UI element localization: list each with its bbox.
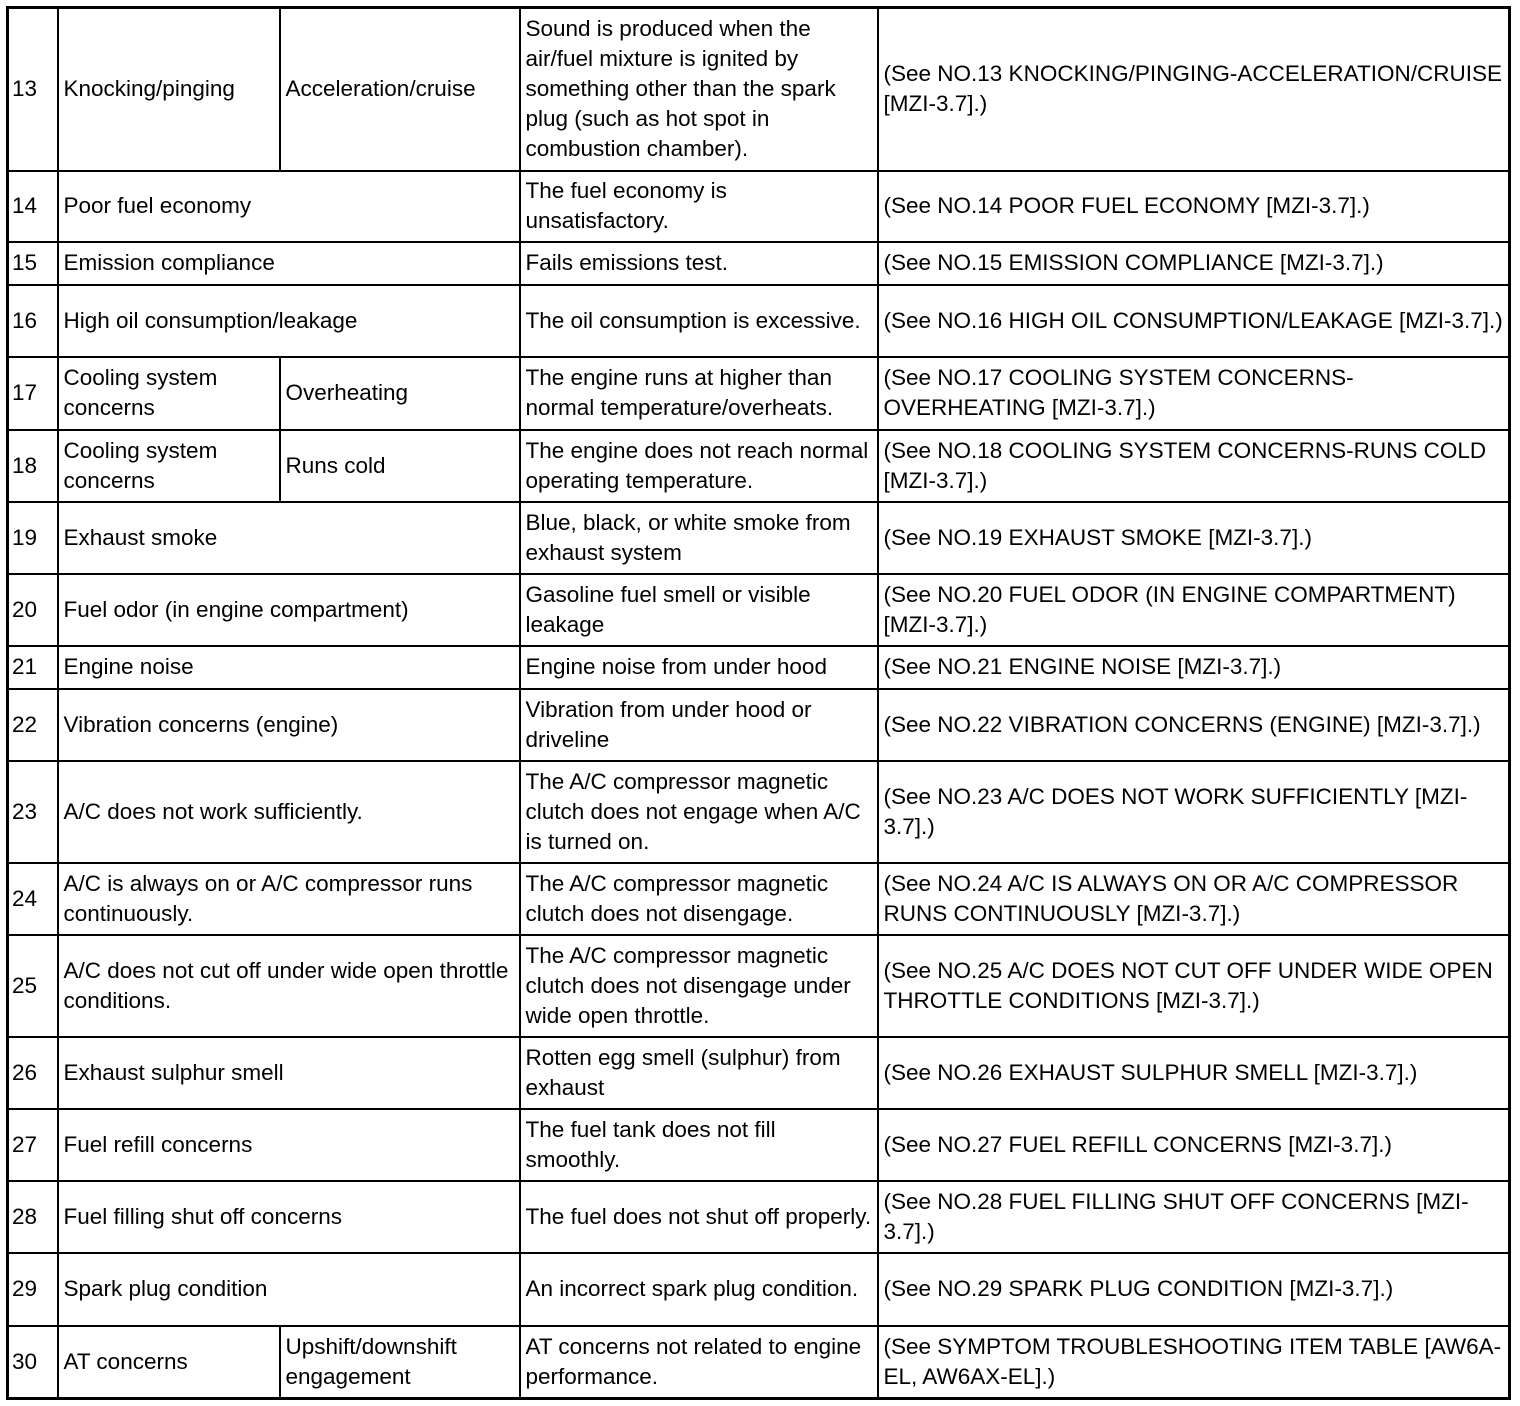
action-reference-cell: (See NO.27 FUEL REFILL CONCERNS [MZI-3.7].) <box>878 1109 1510 1181</box>
row-number: 23 <box>8 761 58 863</box>
action-reference-cell: (See NO.24 A/C IS ALWAYS ON OR A/C COMPRESSOR RUNS CONTINUOUSLY [MZI-3.7].) <box>878 863 1510 935</box>
description-cell: The A/C compressor magnetic clutch does not disengage under wide open throttle. <box>520 935 878 1037</box>
symptom-cell: Cooling system concerns <box>58 357 280 430</box>
table-row <box>8 689 1510 761</box>
table-row <box>8 285 1510 357</box>
action-reference-cell: (See NO.15 EMISSION COMPLIANCE [MZI-3.7].) <box>878 242 1510 285</box>
row-number: 25 <box>8 935 58 1037</box>
action-reference-cell: (See NO.28 FUEL FILLING SHUT OFF CONCERNS [MZI-3.7].) <box>878 1181 1510 1253</box>
row-number: 15 <box>8 242 58 285</box>
action-reference-cell: (See NO.20 FUEL ODOR (IN ENGINE COMPARTMENT) [MZI-3.7].) <box>878 574 1510 646</box>
description-cell: Blue, black, or white smoke from exhaust system <box>520 502 878 574</box>
table-row <box>8 1037 1510 1109</box>
description-cell: The fuel tank does not fill smoothly. <box>520 1109 878 1181</box>
action-reference-cell: (See NO.22 VIBRATION CONCERNS (ENGINE) [MZI-3.7].) <box>878 689 1510 761</box>
action-reference-cell: (See NO.21 ENGINE NOISE [MZI-3.7].) <box>878 646 1510 689</box>
symptom-cell: A/C is always on or A/C compressor runs continuously. <box>58 863 520 935</box>
action-reference-cell: (See NO.25 A/C DOES NOT CUT OFF UNDER WIDE OPEN THROTTLE CONDITIONS [MZI-3.7].) <box>878 935 1510 1037</box>
table-row <box>8 935 1510 1037</box>
table-row <box>8 1253 1510 1326</box>
table-row <box>8 1181 1510 1253</box>
description-cell: The A/C compressor magnetic clutch does not engage when A/C is turned on. <box>520 761 878 863</box>
row-number: 22 <box>8 689 58 761</box>
symptom-cell: A/C does not work sufficiently. <box>58 761 520 863</box>
description-cell: The fuel economy is unsatisfactory. <box>520 171 878 242</box>
table-row <box>8 1109 1510 1181</box>
symptom-troubleshooting-table <box>6 6 1511 1400</box>
symptom-cell: Poor fuel economy <box>58 171 520 242</box>
table-row <box>8 863 1510 935</box>
description-cell: The fuel does not shut off properly. <box>520 1181 878 1253</box>
row-number: 30 <box>8 1326 58 1399</box>
symptom-cell: High oil consumption/leakage <box>58 285 520 357</box>
action-reference-cell: (See NO.18 COOLING SYSTEM CONCERNS-RUNS COLD [MZI-3.7].) <box>878 430 1510 502</box>
symptom-cell: Exhaust sulphur smell <box>58 1037 520 1109</box>
table-row <box>8 502 1510 574</box>
row-number: 14 <box>8 171 58 242</box>
action-reference-cell: (See NO.29 SPARK PLUG CONDITION [MZI-3.7].) <box>878 1253 1510 1326</box>
symptom-cell: A/C does not cut off under wide open throttle conditions. <box>58 935 520 1037</box>
row-number: 27 <box>8 1109 58 1181</box>
description-cell: An incorrect spark plug condition. <box>520 1253 878 1326</box>
action-reference-cell: (See NO.16 HIGH OIL CONSUMPTION/LEAKAGE [MZI-3.7].) <box>878 285 1510 357</box>
row-number: 13 <box>8 8 58 171</box>
condition-cell: Upshift/downshift engagement <box>280 1326 520 1399</box>
table-row <box>8 1326 1510 1399</box>
row-number: 20 <box>8 574 58 646</box>
condition-cell: Acceleration/cruise <box>280 8 520 171</box>
row-number: 26 <box>8 1037 58 1109</box>
symptom-cell: Engine noise <box>58 646 520 689</box>
symptom-cell: Fuel odor (in engine compartment) <box>58 574 520 646</box>
action-reference-cell: (See NO.19 EXHAUST SMOKE [MZI-3.7].) <box>878 502 1510 574</box>
row-number: 24 <box>8 863 58 935</box>
description-cell: Vibration from under hood or driveline <box>520 689 878 761</box>
description-cell: Sound is produced when the air/fuel mixture is ignited by something other than the spark plug (such as hot spot in combustion chamber). <box>520 8 878 171</box>
description-cell: The oil consumption is excessive. <box>520 285 878 357</box>
symptom-cell: Spark plug condition <box>58 1253 520 1326</box>
row-number: 17 <box>8 357 58 430</box>
row-number: 28 <box>8 1181 58 1253</box>
symptom-cell: Fuel refill concerns <box>58 1109 520 1181</box>
action-reference-cell: (See NO.23 A/C DOES NOT WORK SUFFICIENTLY [MZI-3.7].) <box>878 761 1510 863</box>
table-row <box>8 574 1510 646</box>
action-reference-cell: (See NO.17 COOLING SYSTEM CONCERNS-OVERHEATING [MZI-3.7].) <box>878 357 1510 430</box>
table-row <box>8 430 1510 502</box>
table-row <box>8 646 1510 689</box>
description-cell: Fails emissions test. <box>520 242 878 285</box>
description-cell: Rotten egg smell (sulphur) from exhaust <box>520 1037 878 1109</box>
row-number: 29 <box>8 1253 58 1326</box>
symptom-cell: Exhaust smoke <box>58 502 520 574</box>
row-number: 19 <box>8 502 58 574</box>
description-cell: The A/C compressor magnetic clutch does not disengage. <box>520 863 878 935</box>
symptom-cell: AT concerns <box>58 1326 280 1399</box>
action-reference-cell: (See NO.14 POOR FUEL ECONOMY [MZI-3.7].) <box>878 171 1510 242</box>
table-row <box>8 357 1510 430</box>
action-reference-cell: (See SYMPTOM TROUBLESHOOTING ITEM TABLE [AW6A-EL, AW6AX-EL].) <box>878 1326 1510 1399</box>
action-reference-cell: (See NO.26 EXHAUST SULPHUR SMELL [MZI-3.7].) <box>878 1037 1510 1109</box>
condition-cell: Overheating <box>280 357 520 430</box>
symptom-cell: Knocking/pinging <box>58 8 280 171</box>
table-row <box>8 761 1510 863</box>
symptom-cell: Fuel filling shut off concerns <box>58 1181 520 1253</box>
row-number: 18 <box>8 430 58 502</box>
description-cell: Engine noise from under hood <box>520 646 878 689</box>
table-row <box>8 242 1510 285</box>
row-number: 21 <box>8 646 58 689</box>
description-cell: The engine does not reach normal operating temperature. <box>520 430 878 502</box>
description-cell: AT concerns not related to engine performance. <box>520 1326 878 1399</box>
description-cell: Gasoline fuel smell or visible leakage <box>520 574 878 646</box>
table-row <box>8 171 1510 242</box>
condition-cell: Runs cold <box>280 430 520 502</box>
symptom-cell: Emission compliance <box>58 242 520 285</box>
description-cell: The engine runs at higher than normal temperature/overheats. <box>520 357 878 430</box>
row-number: 16 <box>8 285 58 357</box>
table-row <box>8 8 1510 171</box>
action-reference-cell: (See NO.13 KNOCKING/PINGING-ACCELERATION/CRUISE [MZI-3.7].) <box>878 8 1510 171</box>
symptom-cell: Vibration concerns (engine) <box>58 689 520 761</box>
symptom-cell: Cooling system concerns <box>58 430 280 502</box>
